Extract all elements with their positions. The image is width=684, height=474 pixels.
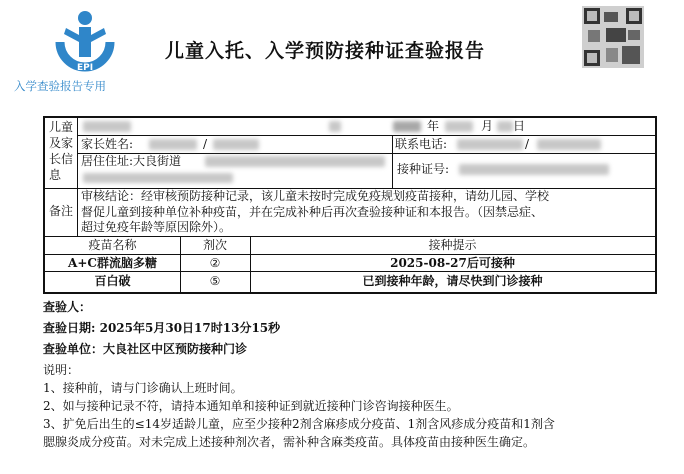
table-row-vaccine: 百白破 <box>94 274 131 288</box>
date-day-label: 日 <box>513 119 526 133</box>
side-label: 儿童及家长信息 <box>49 120 74 182</box>
note-item: 3、扩免后出生的≤14岁适龄儿童，应至少接种2剂含麻疹成分疫苗、1剂含风疹成分疫苗和1剂含 <box>43 417 555 431</box>
remark-text: 审核结论：经审核预防接种记录，该儿童未按时完成免疫规划疫苗接种，请幼儿园、学校 督促儿童到接种单位补种疫苗，并在完成补种后再次查验接种证和本报告。（因禁忌症、 超过免疫年龄等原因除外）。 <box>81 189 550 234</box>
child-name-redacted <box>83 121 131 132</box>
table-row-hint: 2025-08-27后可接种 <box>390 256 515 270</box>
report-table <box>43 116 657 294</box>
epi-logo-icon <box>48 8 122 82</box>
inspector-label: 查验人： <box>43 300 92 314</box>
parent-name-label: 家长姓名: <box>81 137 134 151</box>
parent-separator: / <box>203 137 208 151</box>
note-item: 腮腺炎成分疫苗。对未完成上述接种剂次者，需补种含麻类疫苗。具体疫苗由接种医生确定。 <box>43 435 536 449</box>
inspection-date: 查验日期: 2025年5月30日17时13分15秒 <box>43 321 281 335</box>
logo-caption: 入学查验报告专用 <box>14 79 106 93</box>
remark-label: 备注 <box>49 204 74 218</box>
qr-code-icon <box>582 6 644 68</box>
col-header-hint: 接种提示 <box>428 238 477 252</box>
page-title: 儿童入托、入学预防接种证查验报告 <box>165 40 486 62</box>
date-month-label: 月 <box>481 119 494 133</box>
phone-separator: / <box>525 137 530 151</box>
table-row-dose: ② <box>209 256 221 270</box>
phone-label: 联系电话: <box>395 137 448 151</box>
col-header-dose: 剂次 <box>202 238 227 252</box>
table-row-dose: ⑤ <box>209 274 221 288</box>
date-year-label: 年 <box>427 119 440 133</box>
address-label: 居住住址:大良街道 <box>81 154 182 168</box>
cert-number-label: 接种证号: <box>397 162 450 176</box>
note-item: 2、如与接种记录不符，请持本通知单和接种证到就近接种门诊咨询接种医生。 <box>43 399 459 413</box>
table-row-vaccine: A+C群流脑多糖 <box>68 256 157 270</box>
table-row-hint: 已到接种年龄，请尽快到门诊接种 <box>362 274 543 288</box>
col-header-vaccine: 疫苗名称 <box>88 238 137 252</box>
logo-text: EPI <box>76 63 94 73</box>
note-item: 1、接种前，请与门诊确认上班时间。 <box>43 381 243 395</box>
notes-title: 说明： <box>43 363 80 377</box>
inspection-unit: 查验单位：大良社区中区预防接种门诊 <box>43 342 248 356</box>
